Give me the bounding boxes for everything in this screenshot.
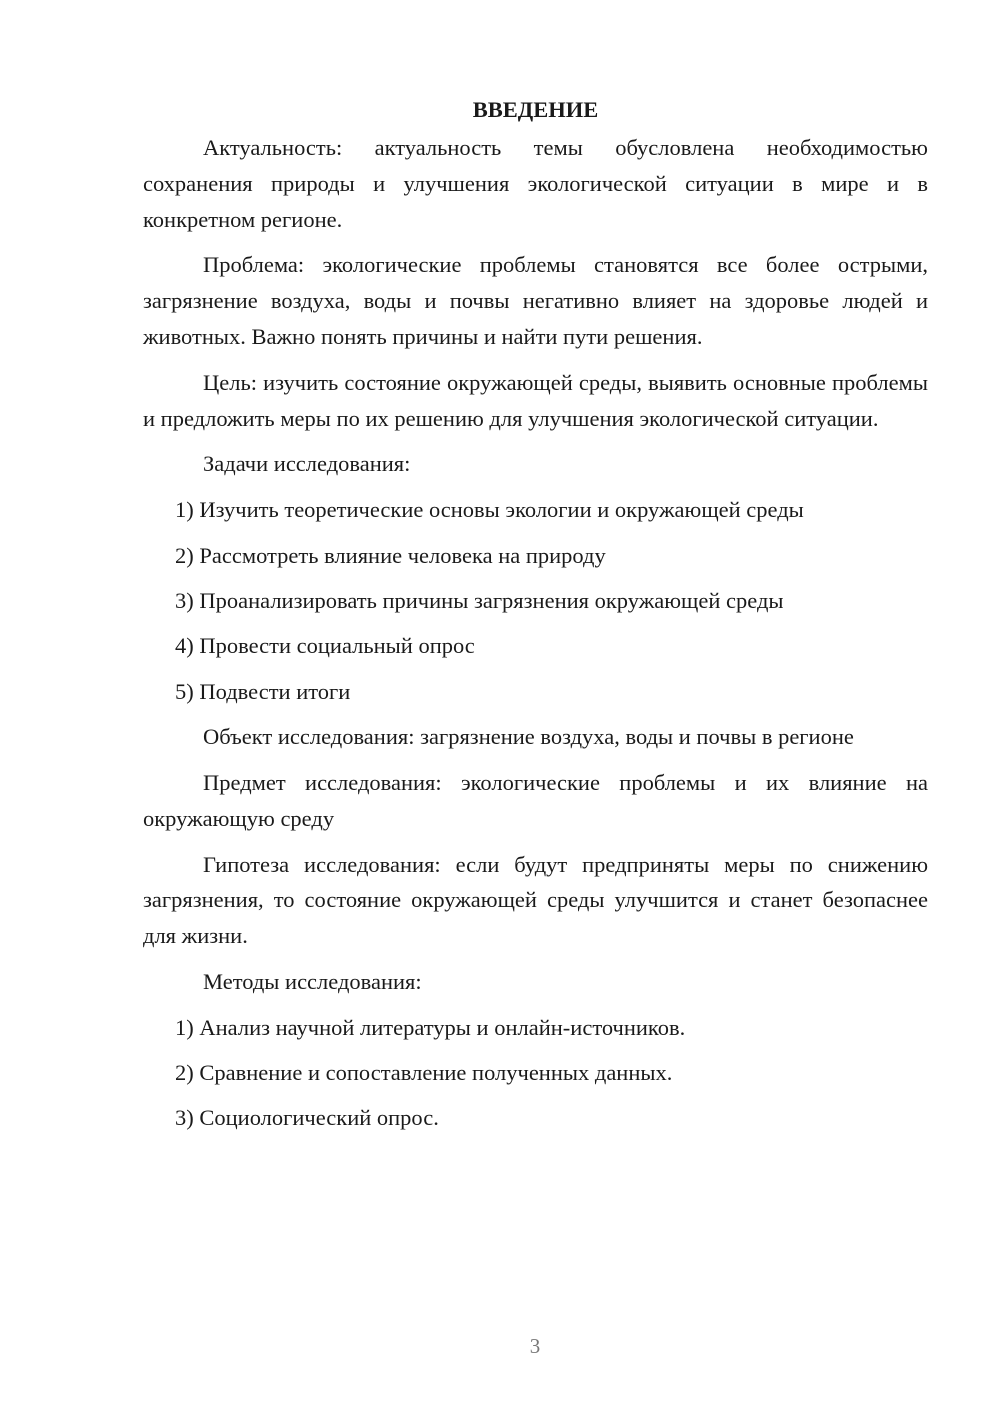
list-item: 2) Сравнение и сопоставление полученных данных. xyxy=(175,1060,673,1086)
methods-heading: Методы исследования: xyxy=(203,968,422,994)
document-title: ВВЕДЕНИЕ xyxy=(472,97,599,122)
list-item: 4) Провести социальный опрос xyxy=(175,633,475,659)
problem-paragraph: Проблема: экологические проблемы становятся все более острыми, загрязнение воздуха, воды и почвы негативно влияет на здоровье людей и животных. Важно понять причины и найти пути решения. xyxy=(143,252,928,349)
relevance-paragraph: Актуальность: актуальность темы обусловлена необходимостью сохранения природы и улучшения экологической ситуации в мире и в конкретном регионе. xyxy=(143,135,928,232)
goal-paragraph: Цель: изучить состояние окружающей среды, выявить основные проблемы и предложить меры по их решению для улучшения экологической ситуации. xyxy=(143,369,928,431)
list-item: 3) Социологический опрос. xyxy=(175,1105,439,1131)
list-item: 2) Рассмотреть влияние человека на природу xyxy=(175,542,606,568)
document-page xyxy=(143,92,928,1146)
list-item: 5) Подвести итоги xyxy=(175,678,351,704)
hypothesis-paragraph: Гипотеза исследования: если будут предприняты меры по снижению загрязнения, то состояние окружающей среды улучшится и станет безопаснее для жизни. xyxy=(143,851,928,949)
subject-paragraph: Предмет исследования: экологические проблемы и их влияние на окружающую среду xyxy=(143,769,928,831)
page-number: 3 xyxy=(529,1334,541,1358)
list-item: 1) Изучить теоретические основы экологии и окружающей среды xyxy=(175,497,804,523)
object-paragraph: Объект исследования: загрязнение воздуха, воды и почвы в регионе xyxy=(203,724,854,750)
list-item: 3) Проанализировать причины загрязнения окружающей среды xyxy=(175,587,784,613)
tasks-heading: Задачи исследования: xyxy=(203,451,411,477)
list-item: 1) Анализ научной литературы и онлайн-источников. xyxy=(175,1014,686,1040)
